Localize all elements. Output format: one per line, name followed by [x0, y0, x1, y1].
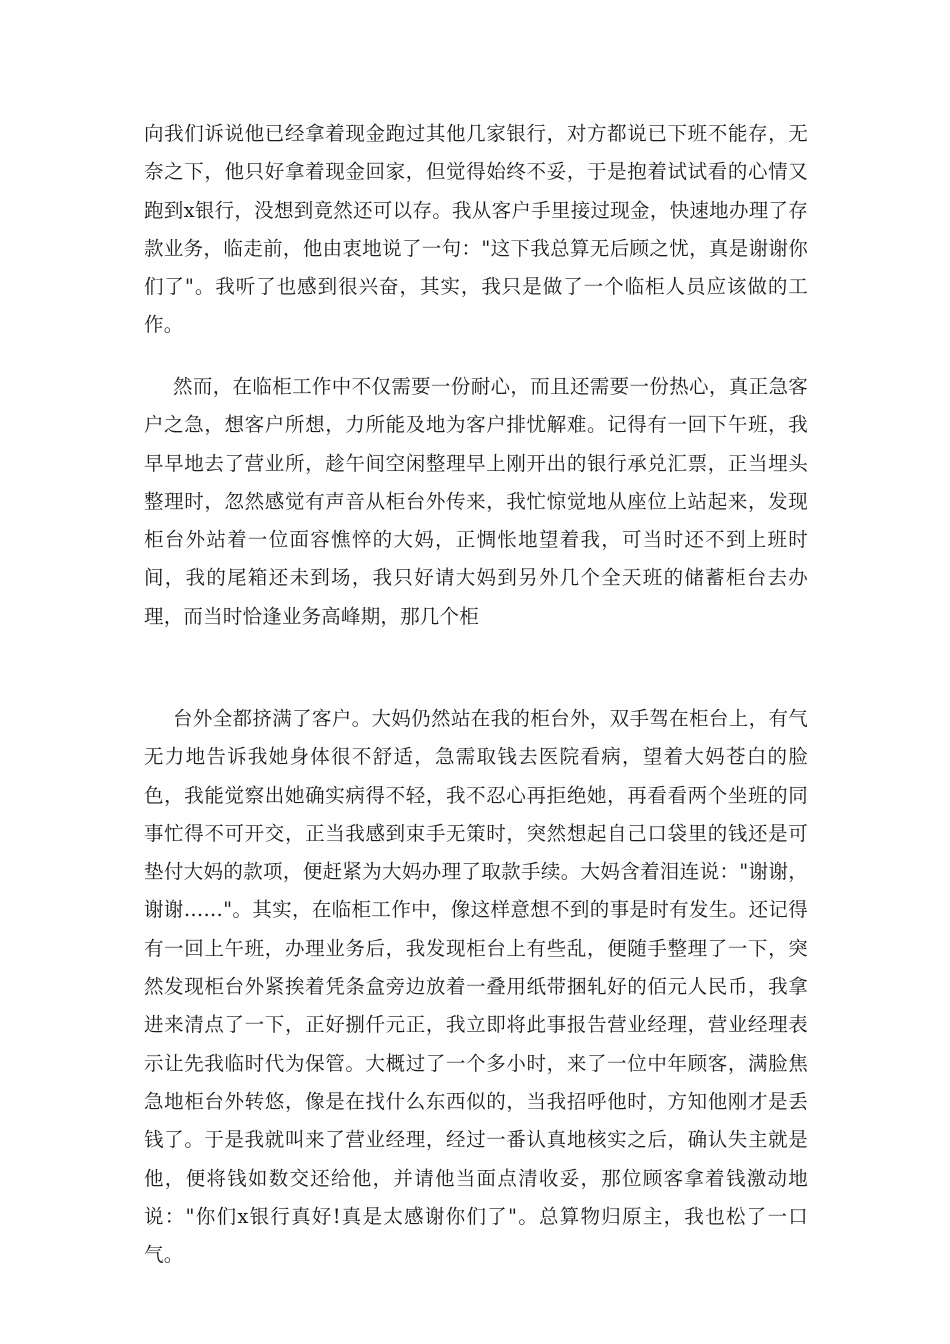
paragraph-3: 台外全都挤满了客户。大妈仍然站在我的柜台外，双手驾在柜台上，有气无力地告诉我她身体很不舒适，急需取钱去医院看病，望着大妈苍白的脸色，我能觉察出她确实病得不轻，我不忍心再拒绝她，再看看两个坐班的同事忙得不可开交，正当我感到束手无策时，突然想起自己口袋里的钱还是可垫付大妈的款项，便赶紧为大妈办理了取款手续。大妈含着泪连说："谢谢，谢谢……"。其实，在临柜工作中，像这样意想不到的事是时有发生。还记得有一回上午班，办理业务后，我发现柜台上有些乱，便随手整理了一下，突然发现柜台外紧挨着凭条盒旁边放着一叠用纸带捆轧好的佰元人民币，我拿进来清点了一下，正好捌仟元正，我立即将此事报告营业经理，营业经理表示让先我临时代为保管。大概过了一个多小时，来了一位中年顾客，满脸焦急地柜台外转悠，像是在找什么东西似的，当我招呼他时，方知他刚才是丢钱了。于是我就叫来了营业经理，经过一番认真地核实之后，确认失主就是他，便将钱如数交还给他，并请他当面点清收妥，那位顾客拿着钱激动地说："你们x银行真好!真是太感谢你们了"。总算物归原主，我也松了一口气。 [144, 707, 808, 1267]
paragraph-1: 向我们诉说他已经拿着现金跑过其他几家银行，对方都说已下班不能存，无奈之下，他只好拿着现金回家，但觉得始终不妥，于是抱着试试看的心情又跑到x银行，没想到竟然还可以存。我从客户手里接过现金，快速地办理了存款业务，临走前，他由衷地说了一句："这下我总算无后顾之忧，真是谢谢你们了"。我听了也感到很兴奋，其实，我只是做了一个临柜人员应该做的工作。 [144, 122, 808, 337]
paragraph-2: 然而，在临柜工作中不仅需要一份耐心，而且还需要一份热心，真正急客户之急，想客户所想，力所能及地为客户排忧解难。记得有一回下午班，我早早地去了营业所，趁午间空闲整理早上刚开出的银行承兑汇票，正当埋头整理时，忽然感觉有声音从柜台外传来，我忙惊觉地从座位上站起来，发现柜台外站着一位面容憔悴的大妈，正惆怅地望着我，可当时还不到上班时间，我的尾箱还未到场，我只好请大妈到另外几个全天班的储蓄柜台去办理，而当时恰逢业务高峰期，那几个柜 [144, 375, 808, 628]
